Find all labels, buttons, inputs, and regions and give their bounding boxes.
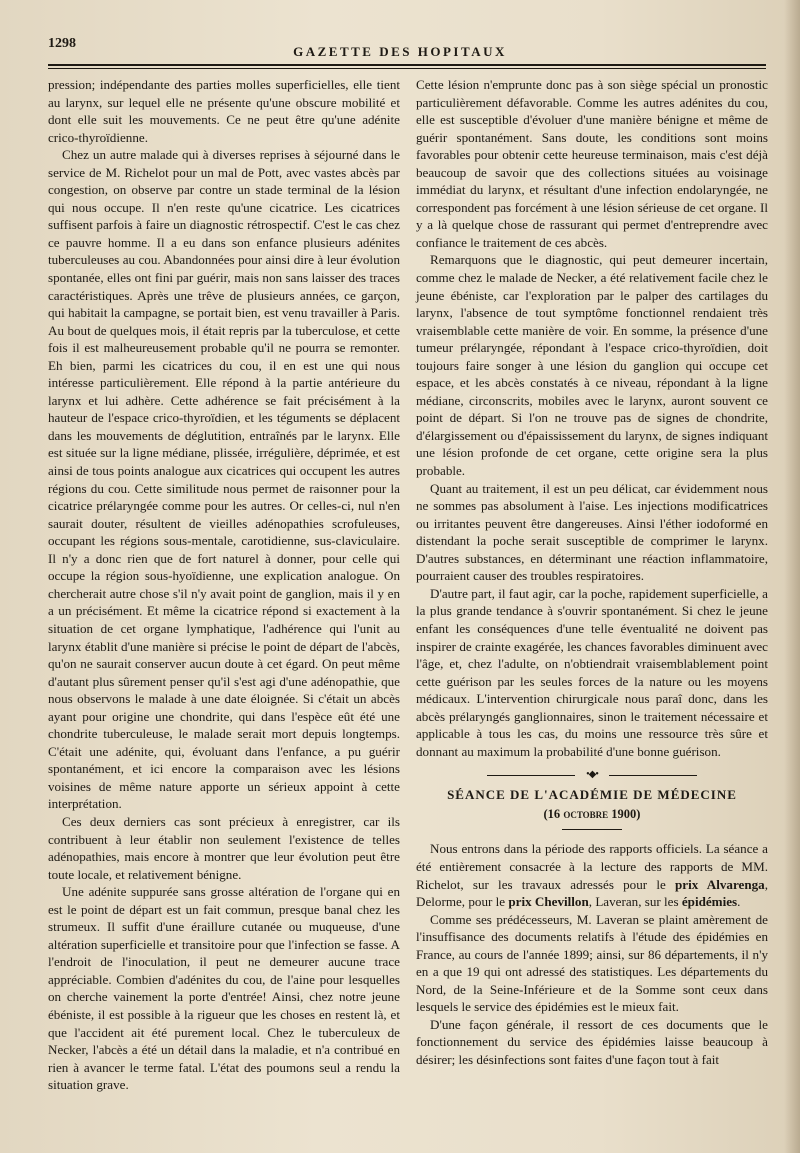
page-number: 1298 (48, 36, 76, 51)
ornament-icon: •◆• (586, 769, 598, 781)
text-run: , Delorme, pour le (416, 876, 768, 910)
topic-name: épidémies (681, 894, 738, 910)
paragraph: Chez un autre malade qui à diverses reprises à séjourné dans le service de M. Richelot pour un mal de Pott, avec vastes abcès par congestion, on observe par contre un stade terminal de la lésion qui nous occupe. Il n'en reste qu'une cicatrice. Les cicatrices suffisent parfois à faire un diagnostic rétrospectif. C'est le cas chez ce pauvre homme. Il a eu dans son enfance plusieurs adénites tuberculeuses au cou. Abandonnées pour ainsi dire à leur évolution spontanée, elles ont fini par guérir, mais non sans laisser des traces caractéristiques. Après une trêve de plusieurs années, ce garçon, qui habitait la campagne, se portait bien, est venu travailler à Paris. Au bout de quelques mois, il était repris par la tuberculose, et cette fois il est malheureusement probable qu'il ne pourra se remonter. Eh bien, parmi les cicatrices du cou, il en est une qui nous intéresse particulièrement. Elle répond à la partie antérieure du larynx et lui adhère. Cette adhérence se fait précisément à la hauteur de l'espace crico-thyroïdien, et les téguments se déplacent dans les mouvements de déglutition, entraînés par le larynx. Elle est située sur la ligne médiane, plissée, irrégulière, déprimée, et est ainsi de tous points analogue aux cicatrices qui occupent les autres régions du cou. Cette similitude nous permet de raisonner pour la cicatrice prélaryngée comme pour les autres. Or celles-ci, nul n'en saurait douter, résultent de vieilles adénopathies scrofuleuses, occupant les régions sous-mentale, carotidienne, sus-claviculaire. Il n'y a donc rien que de fort naturel à donner, pour celle qui occupe la région sous-hyoïdienne, une explication analogue. On chercherait autre chose s'il n'y avait point de ganglion, mais il y en a un précisément. Et même la cicatrice répond si exactement à la situation de cet organe lymphatique, l'adhérence qui l'unit au larynx établit d'une manière si précise le point de départ de l'abcès, qu'on ne saurait conserver aucun doute à cet égard. On peut même d'autant plus sûrement penser qu'il s'est agi d'une adénopathie, que nous observons le malade à une date éloignée. Si c'était un abcès ayant pour origine une chondrite, qui dans l'espèce eût été une chondrite tuberculeuse, le malade serait mort depuis longtemps. C'était une adénite, qui, évoluant dans l'enfance, a pu guérir spontanément, et ici encore la comparaison avec les lésions voisines de même nature apporte un sérieux appoint à cette interprétation. (48, 147, 400, 812)
page-header (0, 0, 800, 72)
paragraph: D'autre part, il faut agir, car la poche, rapidement superficielle, a la plus grande tendance à s'ouvrir spontanément. Si chez le jeune enfant les conséquences d'une telle éventualité ne doivent pas inspirer de crainte exagérée, les chances favorables diminuent avec l'âge, et, chez l'adulte, on n'obtiendrait vraisemblablement point cette guérison par les seules forces de la nature ou les moyens médicaux. L'intervention chirurgicale nous paraî donc, dans les abcès prélaryngés ganglionnaires, sinon le traitement nécessaire et applicable à tous les cas, du moins une ressource très sûre et donnant au maximum la probabilité d'une bonne guérison. (416, 585, 768, 759)
prize-name: prix Alvarenga (675, 876, 765, 892)
small-rule (562, 829, 622, 830)
section-title: SÉANCE DE L'ACADÉMIE DE MÉDECINE (447, 787, 737, 803)
date-open: (16 (543, 806, 564, 821)
date-close: 1900) (608, 806, 641, 821)
paragraph: Ces deux derniers cas sont précieux à enregistrer, car ils contribuent à leur établir non seulement l'existence de telles adénopathies, mais encore à montrer que leur évolution peut être toute locale, et relativement bénigne. (48, 813, 400, 882)
paragraph (416, 840, 768, 910)
separator-line (609, 775, 697, 776)
paragraph: Remarquons que le diagnostic, qui peut demeurer incertain, comme chez le malade de Necker, a été relativement facile chez le jeune ébéniste, car l'exploration par le palper des cartilages du larynx, l'absence de tout symptôme fonctionnel rendaient très vraisemblable cette manière de voir. En somme, la présence d'une tumeur prélaryngée, répondant à l'espace crico-thyroïdien, doit toujours faire songer à une lésion du ganglion qui occupe cet espace, et les abcès constatés à ce niveau, répondant à la ligne médiane, circonscrits, mobiles avec le larynx, auront souvent ce point de départ. Si l'on ne trouve pas de signes de chondrite, d'élargissement ou d'épaississement du larynx, de signes indiquant une lésion profonde de cet organe, cette origine sera la plus probable. (416, 252, 768, 479)
separator-line (487, 775, 575, 776)
paragraph: Cette lésion n'emprunte donc pas à son siège spécial un pronostic particulièrement défavorable. Comme les autres adénites du cou, elle est susceptible d'évoluer d'une manière bénigne et même de guérir spontanément. Sans doute, les conditions sont moins favorables pour obtenir cette heureuse terminaison, mais c'est déjà beaucoup de savoir que des collections situées au voisinage immédiat du larynx, et résultant d'une infection endolaryngée, ne correspondent pas forcément à une lésion sérieuse de cet organe. Il y a là quelque chose de rassurant qui permet d'entreprendre avec confiance le traitement de ces abcès. (416, 77, 768, 250)
paragraph: D'une façon générale, il ressort de ces documents que le fonctionnement du service des épidémies laisse beaucoup à désirer; les désinfections sont faites d'une façon tout à fait (416, 1016, 768, 1067)
paragraph: Une adénite suppurée sans grosse altération de l'organe qui en est le point de départ est un fait commun, presque banal chez les strumeux. Il suffit d'une éraillure cutanée ou muqueuse, d'une altération superficielle et transitoire pour que l'infection se fasse. A l'endroit de l'inoculation, il peut ne demeurer aucune trace appréciable. Combien d'adénites du cou, de l'aine pour lesquelles on cherche vainement la porte d'entrée! Ainsi, chez notre jeune ébéniste, il est possible à la rigueur que les choses en restent là, et que l'accident ait été purement local. Chez le tuberculeux de Necker, l'abcès a été un détail dans la maladie, et n'a contribué en rien à avancer le terme fatal. L'état des poumons seul a rendu la situation grave. (48, 884, 400, 1093)
section-date (416, 806, 768, 824)
paragraph: pression; indépendante des parties molles superficielles, elle tient au larynx, sur lequel elle ne présente qu'une obscure mobilité et dont elle suit les mouvements. Ce ne peut être qu'une adénite crico-thyroïdienne. (48, 77, 400, 145)
text-run: , Laveran, sur les (588, 894, 682, 910)
left-column (48, 76, 400, 1094)
paragraph: Quant au traitement, il est un peu délicat, car évidemment nous ne sommes pas absolument à l'aise. Les injections modificatrices ou irritantes peuvent être dangereuses. Ainsi l'éther iodoformé en distendant la poche serait susceptible de comprimer le larynx. D'autres substances, en déterminant une réaction inflammatoire, pourraient causer des troubles respiratoires. (416, 480, 768, 584)
date-month: octobre (563, 806, 609, 821)
page-edge-shadow (784, 0, 800, 1153)
section-separator (487, 770, 697, 780)
prize-name: prix Chevillon (508, 894, 589, 910)
right-column (416, 76, 768, 1069)
paragraph: Comme ses prédécesseurs, M. Laveran se plaint amèrement de l'insuffisance des documents relatifs à l'étude des épidémies en France, au cours de l'année 1899; ainsi, sur 86 départements, il n'y en a que 19 qui ont adressé des statistiques. Les départements du Nord, de la Seine-Inférieure et de la Somme sont ceux dans lesquels le service des épidémies est le mieux fait. (416, 911, 768, 1015)
header-rule (48, 64, 766, 69)
running-title: GAZETTE DES HOPITAUX (293, 44, 507, 59)
text-run: Nous entrons dans la période des rapports officiels. La séance a été entièrement consacrée à la lecture des rapports de MM. Richelot, sur les travaux adressés pour le (416, 841, 768, 892)
text-run: . (737, 894, 741, 910)
